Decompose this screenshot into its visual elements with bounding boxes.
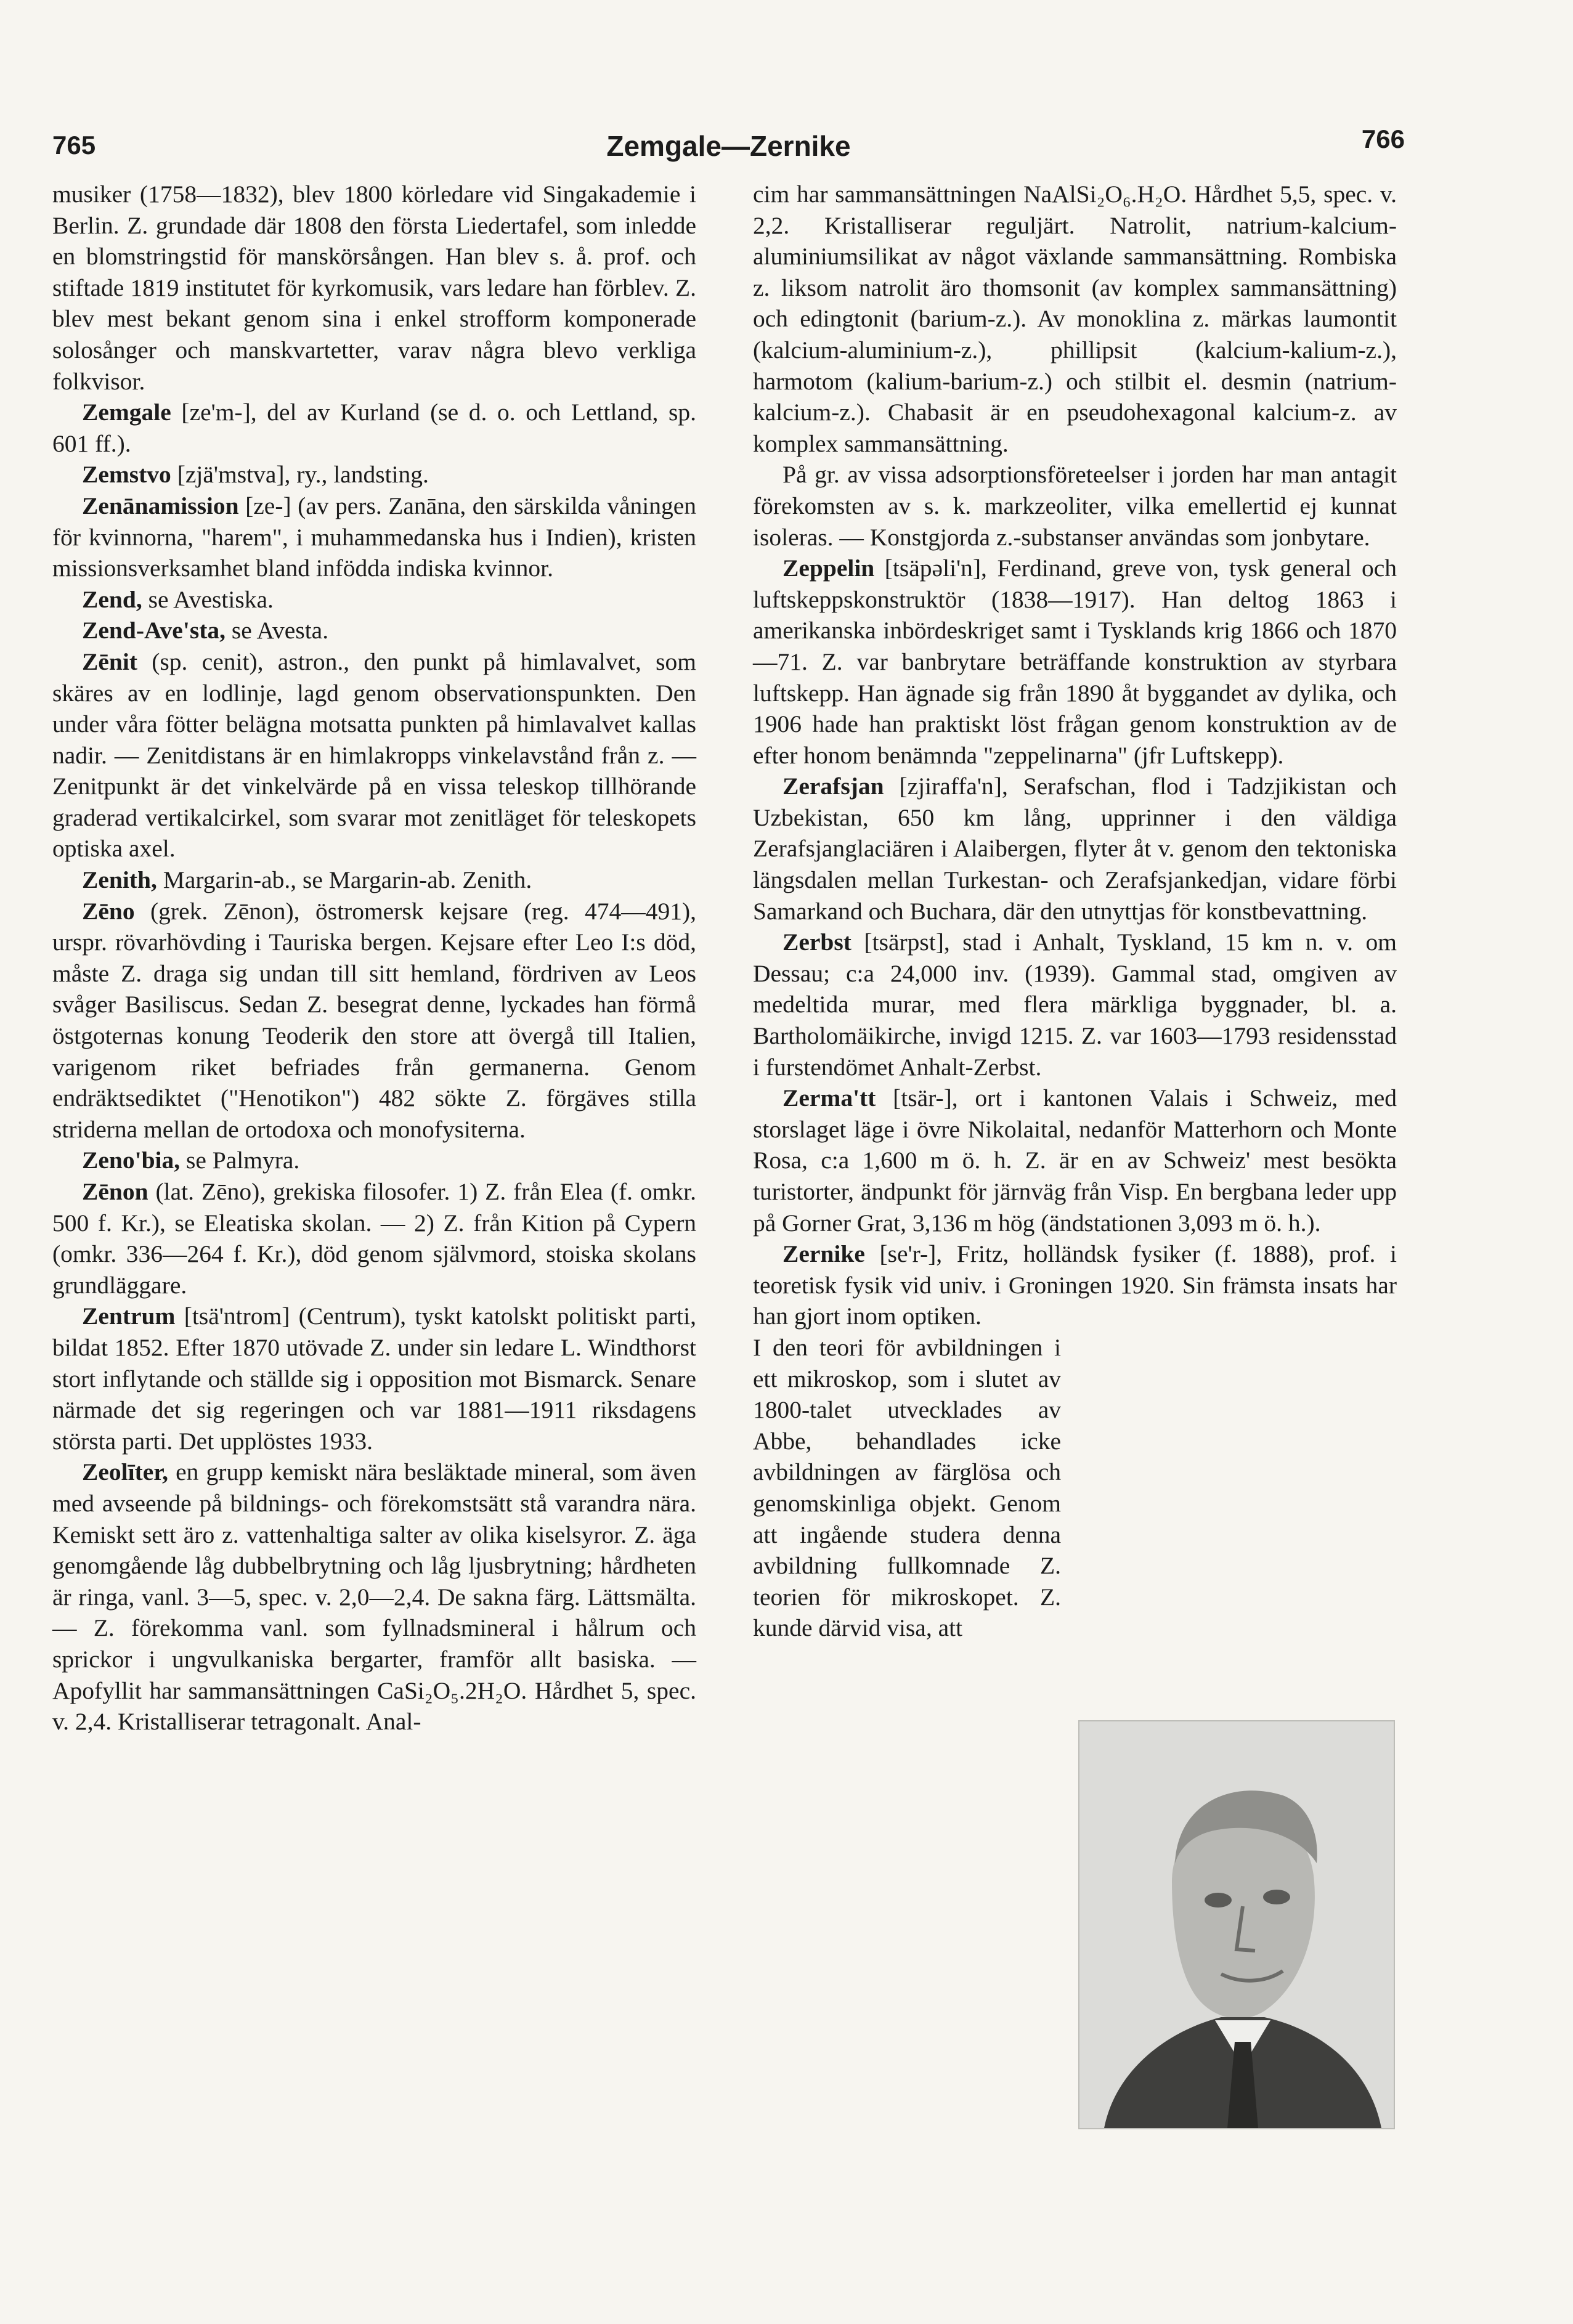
entry-text: en grupp kemiskt nära besläktade mineral, som även med avseende på bildnings- och förekomstsätt stå varandra nära. Kemiskt sett äro z. vattenhaltiga salter av olika kiselsyror. Z. äga genomgående låg dubbelbrytning och låg ljusbrytning; hårdheten är ringa, vanl. 3—5, spec. v. 2,0—2,4. De sakna färg. Lättsmälta. — Z. förekomma vanl. som fyllnadsmineral i hålrum och sprickor i ungvulkaniska bergarter, framför allt basiska. — Apofyllit har sammansättningen CaSi₂O₅.2H₂O. Hårdhet 5, spec. v. 2,4. Kristalliserar tetragonalt. Anal-: [52, 1458, 696, 1736]
entry-headword: Zerafsjan: [782, 773, 884, 800]
entry-headword: Zenith,: [82, 866, 157, 894]
portrait-photo: [1078, 1720, 1395, 2129]
dictionary-entry: [52, 1145, 696, 1176]
entry-text: musiker (1758—1832), blev 1800 körledare vid Singakademie i Berlin. Z. grundade där 1808 den första Liedertafel, som inledde en blomstringstid för manskörsången. Han blev s. å. prof. och stiftade 1819 institutet för kyrkomusik, vars ledare han förblev. Z. blev mest bekant genom sina i enkel strofform komponerade solosånger och manskvartetter, varav några blevo verkliga folkvisor.: [52, 181, 696, 395]
dictionary-entry: [52, 397, 696, 459]
entry-text: [zjä'mstva], ry., landsting.: [171, 461, 429, 489]
entry-text: På gr. av vissa adsorptionsföreteelser i jorden har man antagit förekomsten av s. k. markzeoliter, vilka emellertid ej kunnat isoleras. — Konstgjorda z.-substanser användas som jonbytare.: [753, 461, 1397, 551]
entry-text: [ze-] (av pers. Zanāna, den särskilda våningen för kvinnorna, "harem", i muhammedanska hus i Indien), kristen missionsverksamhet bland infödda indiska kvinnor.: [52, 492, 696, 582]
entry-text: se Avestiska.: [142, 585, 274, 613]
zernike-continuation: I den teori för avbildningen i ett mikroskop, som i slutet av 1800-talet utvecklades av Abbe, behandlades icke avbildningen av färglösa och genomskinliga objekt. Genom att ingående studera denna avbildning fullkomnade Z. teorien för mikroskopet. Z. kunde därvid visa, att: [753, 1333, 1061, 1642]
entry-headword: Zemstvo: [82, 461, 171, 489]
dictionary-entry: [753, 179, 1397, 459]
dictionary-entry: [753, 927, 1397, 1083]
dictionary-entry: [52, 615, 696, 646]
entry-headword: Zēnit: [82, 648, 137, 675]
entry-text: (grek. Zēnon), östromersk kejsare (reg. 474—491), urspr. rövarhövding i Tauriska bergen. Kejsare efter Leo I:s död, måste Z. draga sig undan till sitt hemland, fördriven av Leos svåger Basiliscus. Sedan Z. besegrat denne, lyckades han förmå östgoternas konung Teoderik den store att övergå till Italien, varigenom riket befriades från germanerna. Genom endräktsediktet ("Henotikon") 482 sökte Z. förgäves stilla striderna mellan de ortodoxa och monofysiterna.: [52, 897, 696, 1143]
entry-headword: Zernike: [782, 1240, 865, 1268]
entry-text: [tsär-], ort i kantonen Valais i Schweiz, med storslaget läge i övre Nikolaital, nedanför Matterhorn och Monte Rosa, c:a 1,600 m ö. h. Z. är en av Schweiz' mest besökta turistorter, ändpunkt för järnväg från Visp. En bergbana leder upp på Gorner Grat, 3,136 m hög (ändstationen 3,093 m ö. h.).: [753, 1084, 1397, 1237]
entry-headword: Zemgale: [82, 399, 171, 426]
dictionary-entry: [52, 490, 696, 584]
entry-text: [ze'm-], del av Kurland (se d. o. och Lettland, sp. 601 ff.).: [52, 399, 696, 457]
entry-text: [tsärpst], stad i Anhalt, Tyskland, 15 km n. v. om Dessau; c:a 24,000 inv. (1939). Gammal stad, omgiven av medeltida murar, med flera märkliga byggnader, bl. a. Bartholomäikirche, invigd 1215. Z. var 1603—1793 residensstad i furstendömet Anhalt-Zerbst.: [753, 928, 1397, 1081]
dictionary-entry: [52, 646, 696, 864]
dictionary-entry: [52, 896, 696, 1145]
entry-text: cim har sammansättningen NaAlSi₂O₆.H₂O. Hårdhet 5,5, spec. v. 2,2. Kristalliserar reguljärt. Natrolit, natrium-kalcium-aluminiumsilikat av något växlande sammansättning. Rombiska z. liksom natrolit äro thomsonit (av komplex sammansättning) och edingtonit (barium-z.). Av monoklina z. märkas laumontit (kalcium-aluminium-z.), phillipsit (kalcium-kalium-z.), harmotom (kalium-barium-z.) och stilbit el. desmin (natrium-kalcium-z.). Chabasit är en pseudohexagonal kalcium-z. av komplex sammansättning.: [753, 181, 1397, 457]
right-column: [753, 179, 1397, 1644]
page-header: [52, 118, 1405, 168]
dictionary-entry: [753, 1083, 1397, 1238]
dictionary-entry: [52, 1176, 696, 1301]
entry-text: Margarin-ab., se Margarin-ab. Zenith.: [156, 866, 532, 894]
dictionary-entry: [753, 1238, 1397, 1332]
entry-text: (sp. cenit), astron., den punkt på himlavalvet, som skäres av en lodlinje, lagd genom observationspunkten. Den under våra fötter belägna motsatta punkten på himlavalvet kallas nadir. — Zenitdistans är en himlakropps vinkelavstånd från z. — Zenitpunkt är det vinkelvärde på en vissa teleskop tillhörande graderad vertikalcirkel, som svarar mot zenitläget för teleskopets optiska axel.: [52, 648, 696, 863]
dictionary-entry: [753, 553, 1397, 771]
running-title: Zemgale—Zernike: [606, 130, 851, 162]
dictionary-entry: [753, 771, 1397, 927]
entry-text: se Palmyra.: [180, 1147, 300, 1174]
dictionary-entry: [52, 864, 696, 896]
entry-headword: Zeno'bia,: [82, 1147, 181, 1174]
entry-headword: Zēnon: [82, 1178, 148, 1205]
dictionary-entry: [52, 1301, 696, 1457]
left-column: [52, 179, 696, 1737]
page-number-right: 766: [1361, 124, 1405, 153]
entry-headword: Zend,: [82, 585, 142, 613]
entry-headword: Zend-Ave'sta,: [82, 617, 226, 644]
dictionary-entry: [753, 459, 1397, 553]
entry-headword: Zenānamission: [82, 492, 239, 519]
page-number-left: 765: [52, 131, 96, 160]
dictionary-entry: [52, 1457, 696, 1737]
entry-headword: Zeppelin: [782, 555, 875, 582]
entry-headword: Zeolīter,: [82, 1458, 169, 1486]
entry-text: [tsä'ntrom] (Centrum), tyskt katolskt politiskt parti, bildat 1852. Efter 1870 utövade Z. under sin ledare L. Windthorst stort inflytande och ställde sig i opposition mot Bismarck. Senare närmade det sig regeringen och var 1881—1911 riksdagens största parti. Det upplöstes 1933.: [52, 1302, 696, 1455]
dictionary-entry: [52, 179, 696, 397]
entry-headword: Zentrum: [82, 1302, 176, 1330]
dictionary-entry: [52, 459, 696, 490]
dictionary-entry: [52, 584, 696, 616]
entry-text: (lat. Zēno), grekiska filosofer. 1) Z. från Elea (f. omkr. 500 f. Kr.), se Eleatiska skolan. — 2) Z. från Kition på Cypern (omkr. 336—264 f. Kr.), död genom självmord, stoiska skolans grundläggare.: [52, 1178, 696, 1299]
entry-headword: Zēno: [82, 897, 135, 925]
entry-text: [zjiraffa'n], Serafschan, flod i Tadzjikistan och Uzbekistan, 650 km lång, upprinner i den väldiga Zerafsjanglaciären i Alaibergen, flyter åt v. genom den tektoniska längsdalen mellan Turkestan- och Zerafsjankedjan, vidare förbi Samarkand och Buchara, där den utnyttjas för konstbevattning.: [753, 773, 1397, 925]
entry-headword: Zerma'tt: [782, 1084, 876, 1112]
entry-headword: Zerbst: [782, 928, 852, 956]
portrait-photo-icon: [1079, 1721, 1394, 2128]
entry-text: [se'r-], Fritz, holländsk fysiker (f. 1888), prof. i teoretisk fysik vid univ. i Groningen 1920. Sin främsta insats har han gjort inom optiken.: [753, 1240, 1397, 1330]
entry-text: se Avesta.: [225, 617, 329, 644]
entry-text: [tsäpəli'n], Ferdinand, greve von, tysk general och luftskeppskonstruktör (1838—1917). Han deltog 1863 i amerikanska inbördeskriget samt i Tysklands krig 1866 och 1870—71. Z. var banbrytare beträffande konstruktion av styrbara luftskepp. Han ägnade sig från 1890 åt byggandet av dylika, och 1906 hade han praktiskt löst frågan genom konstruktion av de efter honom benämnda "zeppelinarna" (jfr Luftskepp).: [753, 555, 1397, 769]
